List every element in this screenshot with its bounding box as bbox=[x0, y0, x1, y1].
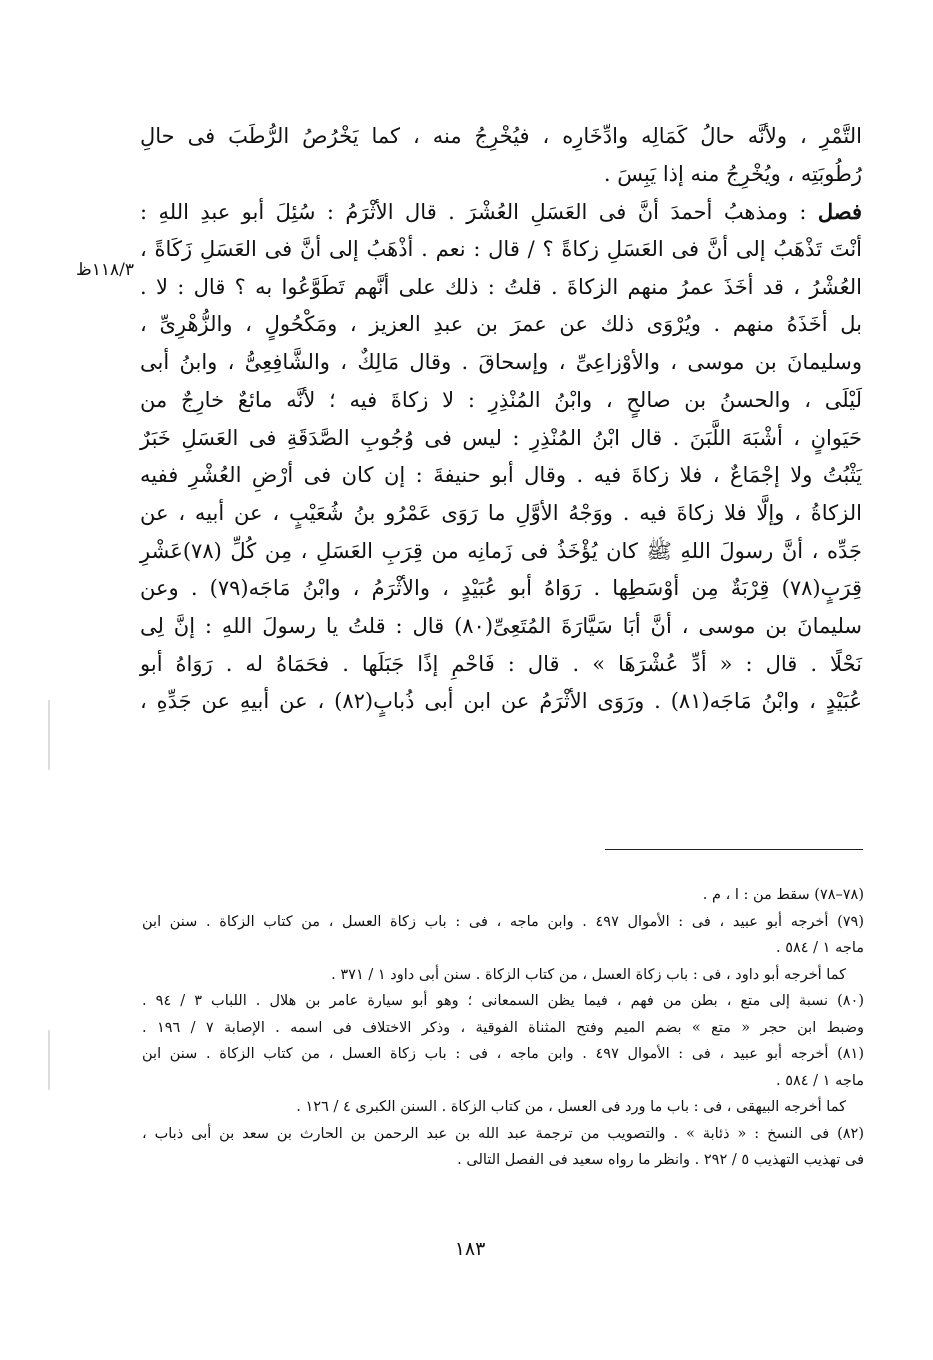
text-line: وسليمانَ بن موسى ، والأوْزاعِىِّ ، وإسحاقَ . وقال مَالِكٌ ، والشَّافِعِىُّ ، وابنُ أبى bbox=[140, 350, 862, 375]
text-line: لَيْلَى ، والحسنُ بن صالحٍ ، وابْنُ المُنْذِرِ : لا زكاةَ فيه ؛ لأنَّه مائعٌ خارِجٌ من bbox=[140, 387, 862, 412]
footnote-line: وضبط ابن حجر « متع » بضم الميم وفتح المثناة الفوقية ، وذكر الاختلاف فى اسمه . الإصابة ٧ / ١٩٦ . bbox=[142, 1019, 865, 1036]
text-line: سليمانَ بن موسى ، أنَّ أبَا سَيَّارَةَ المُتَعِىِّ(٨٠) قال : قلتُ يا رسولَ اللهِ : إنَّ لِى bbox=[140, 613, 862, 638]
text-line: أنْتَ تَذْهَبُ إلى أنَّ فى العَسَلِ زكاةً ؟ / قال : نعم . أذْهَبُ إلى أنَّ فى العَسَلِ زَكَاةً ، bbox=[140, 237, 862, 262]
text-line: الزكاةُ ، وإلَّا فلا زكاةَ فيه . ووَجْهُ الأوَّلِ ما رَوَى عَمْرُو بنُ شُعَيْبٍ ، عن أبيه ، عن bbox=[140, 500, 862, 525]
footnote-line: فى تهذيب التهذيب ٥ / ٢٩٢ . وانظر ما رواه سعيد فى الفصل التالى . bbox=[457, 1152, 864, 1168]
margin-manuscript-reference: ١١٨/٣ظ bbox=[76, 260, 134, 280]
text-line: رُطُوبَتِه ، ويُخْرِجُ منه إذا يَبِسَ . bbox=[603, 161, 862, 186]
footnote-line: (٧٩) أخرجه أبو عبيد ، فى : الأموال ٤٩٧ . وابن ماجه ، فى : باب زكاة العسل ، من كتاب الزكاة . سنن ابن bbox=[142, 913, 864, 930]
main-text bbox=[140, 118, 862, 721]
page-number: ١٨٣ bbox=[454, 1238, 486, 1260]
footnote-line: (٨١) أخرجه أبو عبيد ، فى : الأموال ٤٩٧ . وابن ماجه ، فى : باب زكاة العسل ، من كتاب الزكاة . سنن ابن bbox=[142, 1046, 864, 1062]
footnotes bbox=[142, 882, 864, 1174]
text-line: حَيَوانٍ ، أشْبَهَ اللَّبَنَ . قال ابْنُ المُنْذِرِ : ليس فى وُجُوبِ الصَّدَقَةِ فى العَسَلِ خَبَرٌ bbox=[140, 425, 862, 450]
text-line-content: : ومذهبُ أحمدَ أنَّ فى العَسَلِ العُشْرَ . قال الأثْرَمُ : سُئِلَ أبو عبدِ اللهِ : bbox=[140, 200, 818, 225]
text-line: العُشْرُ ، قد أخَذَ عمرُ منهم الزكاةَ . قلتُ : ذلك على أنَّهم تَطَوَّعُوا به ؟ قال : لا . bbox=[140, 274, 862, 299]
text-line: التَّمْرِ ، ولأنَّه حالُ كَمَالِه وادِّخَارِه ، فيُخْرِجُ منه ، كما يَخْرُصُ الرُّطَبَ فى حالِ bbox=[140, 124, 862, 148]
footnote-line: كما أخرجه أبو داود ، فى : باب زكاة العسل ، من كتاب الزكاة . سنن أبى داود ١ / ٣٧١ . bbox=[331, 966, 846, 983]
footnote-line: ماجه ١ / ٥٨٤ . bbox=[775, 1072, 864, 1089]
text-line: قِرَبٍ(٧٨) قِرْبَةٌ مِن أوْسَطِها . رَوَاهُ أبو عُبَيْدٍ ، والأثْرَمُ ، وابْنُ مَاجَه(٧٩) . وعن bbox=[140, 576, 862, 601]
scan-margin-mark bbox=[48, 1030, 50, 1090]
footnote-line: (٨٢) فى النسخ : « ذئابة » . والتصويب من ترجمة عبد الله بن عبد الرحمن بن الحارث بن سعد بن أبى ذباب ، bbox=[142, 1125, 864, 1142]
text-line: جَدِّه ، أنَّ رسولَ اللهِ ﷺ كان يُؤْخَذُ فى زَمانِه من قِرَبِ العَسَلِ ، مِن كُلِّ (٧٨)عَشْرِ bbox=[140, 538, 862, 563]
scan-margin-mark bbox=[48, 700, 50, 770]
footnote-line: (٧٨–٧٨) سقط من : ا ، م . bbox=[702, 887, 864, 903]
footnote-separator-rule bbox=[605, 849, 863, 850]
footnote-line: ماجه ١ / ٥٨٤ . bbox=[775, 940, 864, 956]
text-line-fasl bbox=[140, 193, 862, 231]
footnote-line: (٨٠) نسبة إلى متع ، بطن من فهم ، فيما يظن السمعانى ؛ وهو أبو سيارة عامر بن هلال . اللباب ٣ / ٩٤ . bbox=[142, 993, 865, 1009]
text-line: يَثْبُتُ ولا إجْمَاعٌ ، فلا زكاةَ فيه . وقال أبو حنيفةَ : إن كان فى أرْضِ العُشْرِ ففيه bbox=[140, 463, 862, 488]
text-line: بل أخَذَهُ منهم . ويُرْوَى ذلك عن عمرَ بن عبدِ العزيز ، ومَكْحُولٍ ، والزُّهْرِىِّ ، bbox=[140, 312, 862, 337]
footnote-line: كما أخرجه البيهقى ، فى : باب ما ورد فى العسل ، من كتاب الزكاة . السنن الكبرى ٤ / ١٢٦ . bbox=[296, 1099, 846, 1115]
text-line: نَحْلًا . قال : « أدِّ عُشْرَهَا » . قال : فَاحْمِ إذًا جَبَلَها . فحَمَاهُ له . رَوَاهُ أبو bbox=[140, 651, 862, 676]
section-heading-fasl: فصل bbox=[817, 199, 862, 225]
text-line: عُبَيْدٍ ، وابْنُ مَاجَه(٨١) . ورَوَى الأثْرَمُ عن ابن أبى ذُبابٍ(٨٢) ، عن أبيهِ عن جَدِّهِ ، bbox=[140, 689, 863, 714]
